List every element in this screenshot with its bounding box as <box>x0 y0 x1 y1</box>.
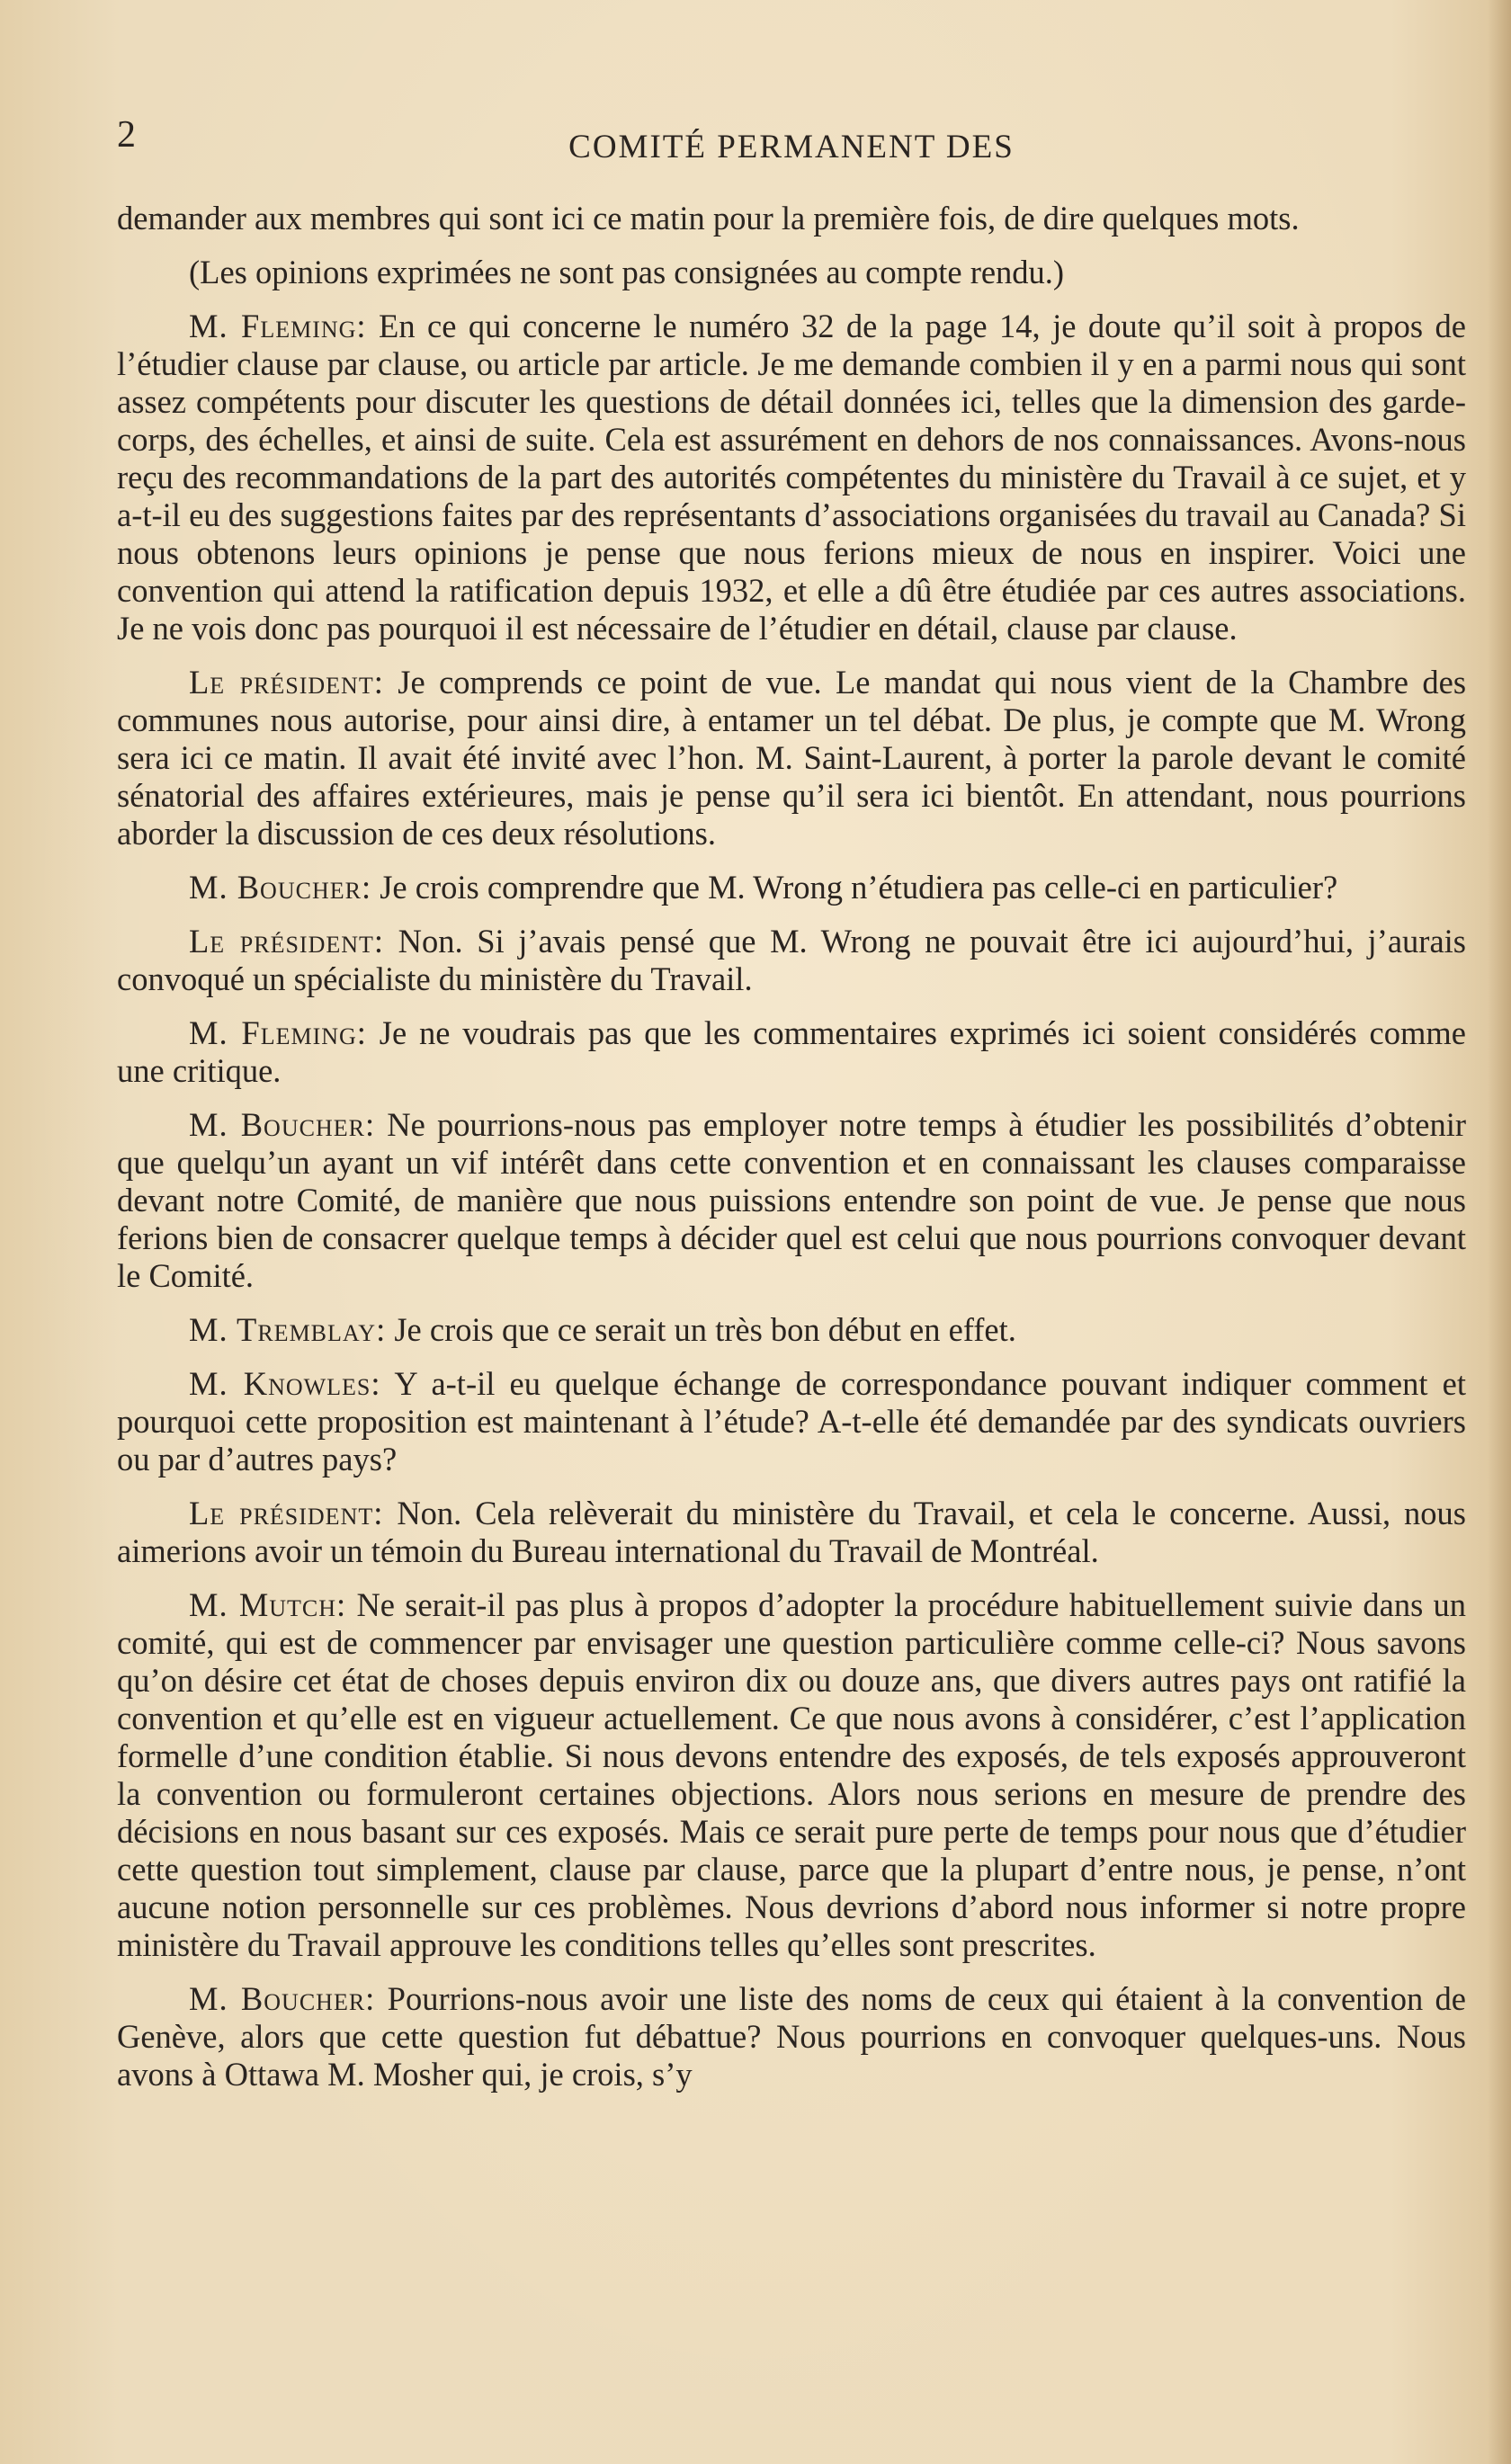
speaker-name: M. Boucher: <box>189 869 372 906</box>
speaker-name: M. Knowles: <box>189 1365 381 1402</box>
speaker-name: M. Tremblay: <box>189 1311 387 1348</box>
speaker-name: M. Fleming: <box>189 1014 367 1051</box>
page-number: 2 <box>117 114 136 156</box>
paragraph-text: Je ne voudrais pas que les commentaires exprimés ici soient considérés comme une critique. <box>117 1014 1466 1089</box>
speaker-name: Le président: <box>189 664 384 701</box>
paragraph-text: Ne pourrions-nous pas employer notre temps à étudier les possibilités d’obtenir que quelqu’un ayant un vif intérêt dans cette convention et en connaissant les clauses comparaisse devant notre Comité, de manière que nous puissions entendre son point de vue. Je pense que nous ferions bien de consacrer quelque temps à décider quel est celui que nous pourrions convoquer devant le Comité. <box>117 1106 1466 1294</box>
paragraph-tremblay <box>117 1311 1466 1349</box>
paragraph-boucher-1 <box>117 869 1466 906</box>
page-edge-shadow <box>1488 0 1511 2464</box>
transcript-body <box>117 200 1466 2110</box>
paragraph-knowles <box>117 1365 1466 1478</box>
paragraph-boucher-3 <box>117 1980 1466 2094</box>
speaker-name: M. Boucher: <box>189 1980 376 2017</box>
speaker-name: Le président: <box>189 923 385 960</box>
paragraph-fleming-2 <box>117 1014 1466 1090</box>
paragraph-text: Je crois comprendre que M. Wrong n’étudiera pas celle-ci en particulier? <box>380 869 1338 906</box>
paragraph-president-3 <box>117 1495 1466 1570</box>
paragraph-text: Non. Si j’avais pensé que M. Wrong ne pouvait être ici aujourd’hui, j’aurais convoqué un spécialiste du ministère du Travail. <box>117 923 1467 997</box>
paragraph-text: Je crois que ce serait un très bon début en effet. <box>394 1311 1016 1348</box>
paragraph-text: (Les opinions exprimées ne sont pas consignées au compte rendu.) <box>189 254 1065 290</box>
paragraph-president-1 <box>117 664 1466 853</box>
paragraph-text: Pourrions-nous avoir une liste des noms de ceux qui étaient à la convention de Genève, alors que cette question fut débattue? Nous pourrions en convoquer quelques-uns. Nous avons à Ottawa M. Mosher qui, je crois, s’y <box>117 1980 1467 2093</box>
speaker-name: M. Mutch: <box>189 1586 347 1623</box>
speaker-name: M. Boucher: <box>189 1106 376 1143</box>
paragraph-text: Ne serait-il pas plus à propos d’adopter la procédure habituellement suivie dans un comité, qui est de commencer par envisager une question particulière comme celle-ci? Nous savons qu’on désire cet état de choses depuis environ dix ou douze ans, que divers autres pays ont ratifié la convention et qu’elle est en vigueur actuellement. Ce que nous avons à considérer, c’est l’application formelle d’une condition établie. Si nous devons entendre des exposés, de tels exposés approuveront la convention ou formuleront certaines objections. Alors nous serions en mesure de prendre des décisions en nous basant sur ces exposés. Mais ce serait pure perte de temps pour nous que d’étudier cette question tout simplement, clause par clause, parce que la plupart d’entre nous, je pense, n’ont aucune notion personnelle sur ces problèmes. Nous devrions d’abord nous informer si notre propre ministère du Travail approuve les conditions telles qu’elles sont prescrites. <box>117 1586 1467 1963</box>
paragraph-text: Y a-t-il eu quelque échange de correspondance pouvant indiquer comment et pourquoi cette proposition est maintenant à l’étude? A-t-elle été demandée par des syndicats ouvriers ou par d’autres pays? <box>117 1365 1466 1478</box>
paragraph-text: En ce qui concerne le numéro 32 de la page 14, je doute qu’il soit à propos de l’étudier clause par clause, ou article par article. Je me demande combien il y en a parmi nous qui sont assez compétents pour discuter les questions de détail données ici, telles que la dimension des garde-corps, des échelles, et ainsi de suite. Cela est assurément en dehors de nos connaissances. Avons-nous reçu des recommandations de la part des autorités compétentes du ministère du Travail à ce sujet, et y a-t-il eu des suggestions faites par des représentants d’associations organisées du travail au Canada? Si nous obtenons leurs opinions je pense que nous ferions mieux de nous en inspirer. Voici une convention qui attend la ratification depuis 1932, et elle a dû être étudiée par ces autres associations. Je ne vois donc pas pourquoi il est nécessaire de l’étudier en détail, clause par clause. <box>117 308 1466 647</box>
paragraph-text: Je comprends ce point de vue. Le mandat qui nous vient de la Chambre des communes nous autorise, pour ainsi dire, à entamer un tel débat. De plus, je compte que M. Wrong sera ici ce matin. Il avait été invité avec l’hon. M. Saint-Laurent, à porter la parole devant le comité sénatorial des affaires extérieures, mais je pense qu’il sera ici bientôt. En attendant, nous pourrions aborder la discussion de ces deux résolutions. <box>117 664 1467 852</box>
speaker-name: Le président: <box>189 1495 384 1531</box>
speaker-name: M. Fleming: <box>189 308 367 344</box>
page-header <box>117 108 1466 180</box>
paragraph-text: Non. Cela relèverait du ministère du Travail, et cela le concerne. Aussi, nous aimerions avoir un témoin du Bureau international du Travail de Montréal. <box>117 1495 1467 1569</box>
running-title: COMITÉ PERMANENT DES <box>568 129 1015 165</box>
paragraph-note <box>117 254 1466 291</box>
paragraph-boucher-2 <box>117 1106 1466 1295</box>
paragraph-president-2 <box>117 923 1466 998</box>
paragraph-fleming-1 <box>117 308 1466 647</box>
paragraph-continuation <box>117 200 1466 237</box>
paragraph-text: demander aux membres qui sont ici ce matin pour la première fois, de dire quelques mots. <box>117 200 1300 237</box>
paragraph-mutch <box>117 1586 1466 1964</box>
